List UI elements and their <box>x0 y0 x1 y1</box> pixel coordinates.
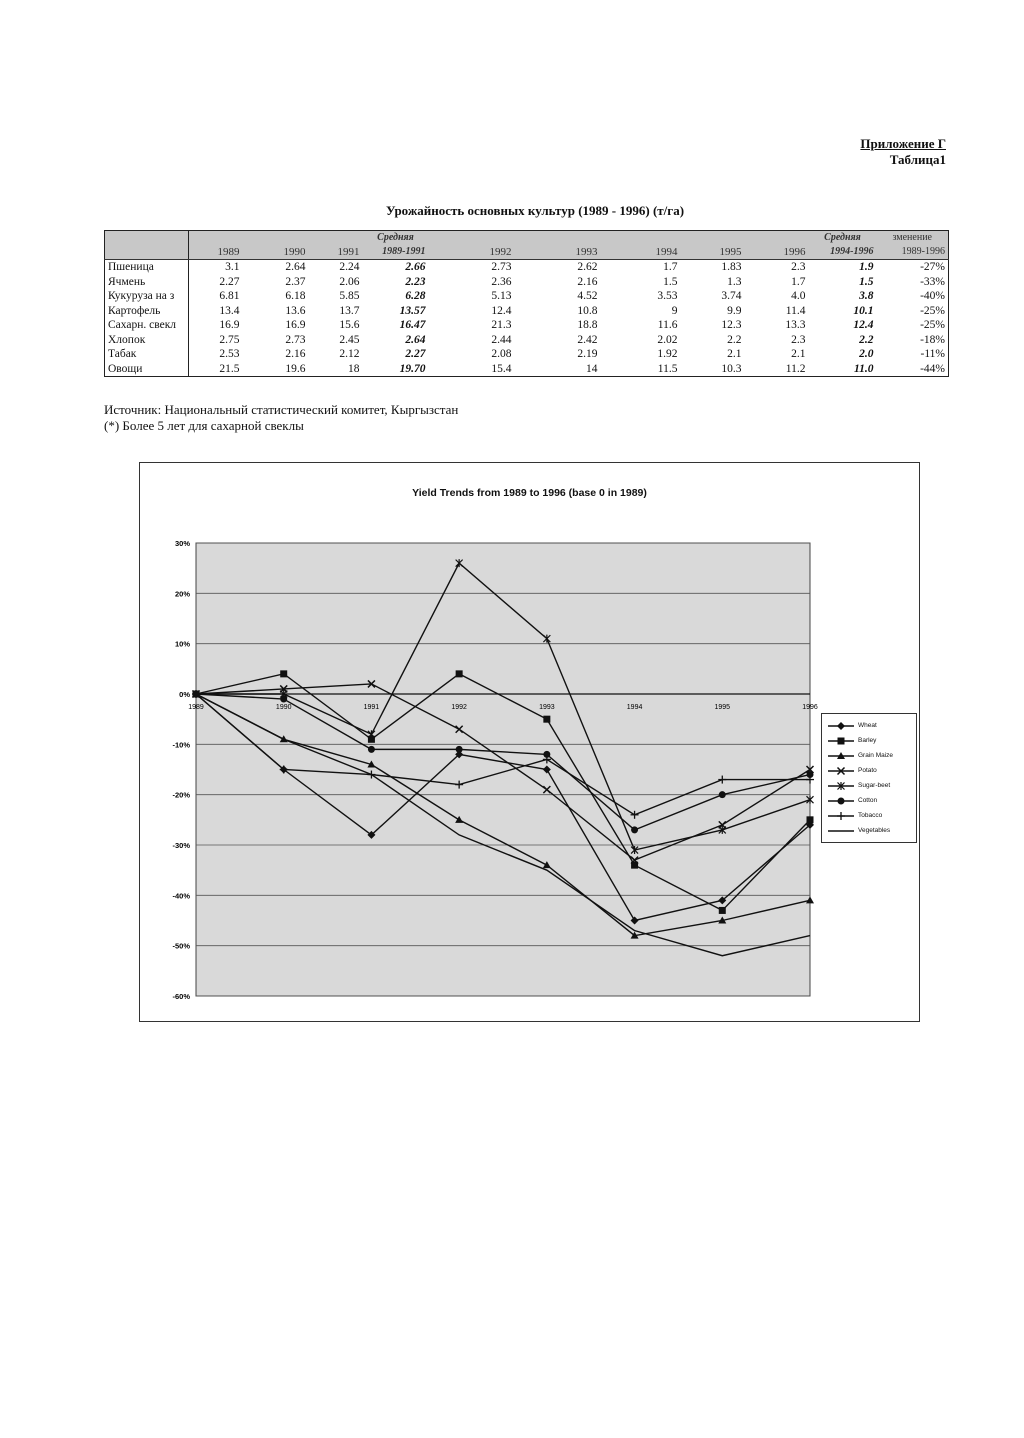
header-cell: 1989-1996 <box>877 245 949 260</box>
table-number: Таблица1 <box>889 152 946 167</box>
crop-name: Сахарн. свекл <box>105 318 189 333</box>
table-cell: 10.8 <box>577 304 598 317</box>
table-cell: 2.42 <box>577 333 598 346</box>
table-cell: 2.3 <box>791 333 806 346</box>
table-cell: 14 <box>586 362 598 375</box>
legend-swatch <box>826 825 856 837</box>
table-cell: 9 <box>671 304 678 317</box>
crop-name: Картофель <box>105 304 189 319</box>
table-cell: 10.1 <box>853 304 874 317</box>
table-cell: 2.64 <box>285 261 306 274</box>
table-row <box>105 318 949 333</box>
header-cell: 1992 <box>429 245 515 260</box>
legend-swatch <box>826 810 856 822</box>
table-cell: -25% <box>920 319 945 332</box>
y-tick-label: 10% <box>174 639 190 649</box>
table-row <box>105 289 949 304</box>
table-row <box>105 304 949 319</box>
table-cell: 12.4 <box>853 319 874 332</box>
x-tick-label: 1994 <box>626 704 643 711</box>
appendix-label <box>860 136 946 168</box>
crop-name: Кукуруза на з <box>105 289 189 304</box>
table-cell: 11.4 <box>785 304 806 317</box>
table-cell: -11% <box>920 348 945 361</box>
table-row <box>105 260 949 275</box>
table-header-row <box>105 245 949 260</box>
legend-label: Sugar-beet <box>858 782 891 789</box>
legend-marker <box>838 738 845 745</box>
table-row <box>105 362 949 377</box>
table-row <box>105 333 949 348</box>
chart-legend <box>821 713 917 843</box>
legend-swatch <box>826 780 856 792</box>
table-cell: 13.6 <box>285 304 306 317</box>
table-cell: 2.19 <box>577 348 598 361</box>
table-cell: -25% <box>920 304 945 317</box>
header-cell: 1989 <box>189 245 243 260</box>
data-point <box>280 670 287 677</box>
table-cell: 2.3 <box>791 261 806 274</box>
table-cell: 21.5 <box>219 362 240 375</box>
data-point <box>631 826 638 833</box>
table-cell: 2.73 <box>285 333 306 346</box>
table-cell: -44% <box>920 362 945 375</box>
data-point <box>280 696 287 703</box>
table-cell: 2.53 <box>219 348 240 361</box>
yield-table <box>104 230 949 377</box>
table-cell: 2.02 <box>657 333 678 346</box>
crop-name: Хлопок <box>105 333 189 348</box>
header-cell: 1989-1991 <box>363 245 429 260</box>
table-cell: 3.74 <box>721 290 742 303</box>
legend-label: Wheat <box>858 722 877 729</box>
legend-item <box>826 765 916 777</box>
legend-item <box>826 795 916 807</box>
table-cell: 12.4 <box>491 304 512 317</box>
y-tick-label: -60% <box>172 992 190 1001</box>
x-tick-label: 1993 <box>539 704 555 711</box>
table-cell: 5.13 <box>491 290 512 303</box>
table-cell: 6.81 <box>219 290 240 303</box>
table-cell: 2.1 <box>727 348 742 361</box>
table-cell: 11.6 <box>657 319 678 332</box>
table-cell: -33% <box>920 275 945 288</box>
legend-label: Cotton <box>858 797 878 804</box>
header-cell: 1994 <box>601 245 681 260</box>
table-cell: 1.5 <box>663 275 678 288</box>
x-tick-label: 1995 <box>714 704 731 711</box>
data-point <box>719 907 726 914</box>
header-cell: 1995 <box>681 245 745 260</box>
table-cell: 13.3 <box>785 319 806 332</box>
table-cell: 2.1 <box>791 348 806 361</box>
table-cell: -40% <box>920 290 945 303</box>
table-cell: 2.66 <box>405 261 426 274</box>
crop-name: Овощи <box>105 362 189 377</box>
table-cell: 2.75 <box>219 333 240 346</box>
table-cell: 11.2 <box>785 362 806 375</box>
table-cell: 1.9 <box>859 261 874 274</box>
legend-marker <box>838 798 845 805</box>
table-cell: 13.7 <box>339 304 360 317</box>
y-tick-label: -40% <box>172 891 190 901</box>
table-cell: 2.44 <box>491 333 512 346</box>
table-cell: 5.85 <box>339 290 360 303</box>
table-cell: 16.47 <box>399 319 426 332</box>
y-tick-label: 0% <box>179 690 190 699</box>
table-title: Урожайность основных культур (1989 - 1996) (т/га) <box>385 203 685 218</box>
change-header: зменение <box>877 231 949 246</box>
legend-swatch <box>826 795 856 807</box>
table-cell: 16.9 <box>219 319 240 332</box>
table-cell: 2.37 <box>285 275 306 288</box>
table-cell: 11.5 <box>657 362 678 375</box>
header-cell: 1991 <box>309 245 363 260</box>
table-cell: 3.8 <box>859 290 874 303</box>
legend-marker <box>837 722 845 730</box>
x-tick-label: 1990 <box>275 704 292 711</box>
table-cell: 9.9 <box>727 304 742 317</box>
table-cell: 10.3 <box>721 362 742 375</box>
legend-item <box>826 720 916 732</box>
appendix-title: Приложение Г <box>860 136 946 151</box>
x-tick-label: 1992 <box>451 704 467 711</box>
data-point <box>456 746 463 753</box>
table-cell: 13.57 <box>399 304 426 317</box>
legend-marker <box>837 812 845 820</box>
table-notes <box>104 402 458 434</box>
x-tick-label: 1996 <box>802 704 818 711</box>
table-cell: 2.27 <box>219 275 240 288</box>
legend-label: Potato <box>858 767 877 774</box>
table-cell: 11.0 <box>854 362 874 375</box>
table-cell: 2.2 <box>727 333 742 346</box>
table-cell: 2.45 <box>339 333 360 346</box>
table-cell: 1.3 <box>727 275 742 288</box>
table-cell: 2.06 <box>339 275 360 288</box>
source-note: Источник: Национальный статистический комитет, Кыргызстан <box>104 402 459 417</box>
y-tick-label: 20% <box>174 589 190 599</box>
table-cell: 21.3 <box>491 319 512 332</box>
table-cell: 1.5 <box>859 275 874 288</box>
header-cell: 1990 <box>243 245 309 260</box>
x-tick-label: 1989 <box>188 704 204 711</box>
table-cell: 3.53 <box>657 290 678 303</box>
chart-title: Yield Trends from 1989 to 1996 (base 0 in 1989) <box>412 487 647 499</box>
table-cell: 16.9 <box>285 319 306 332</box>
legend-label: Tobacco <box>858 812 883 819</box>
table-cell: 2.62 <box>577 261 598 274</box>
legend-swatch <box>826 765 856 777</box>
table-cell: 13.4 <box>219 304 240 317</box>
legend-label: Grain Maize <box>858 752 894 759</box>
table-cell: 4.52 <box>577 290 598 303</box>
header-cell: 1993 <box>515 245 601 260</box>
table-cell: 4.0 <box>791 290 806 303</box>
table-cell: 1.92 <box>657 348 678 361</box>
table-cell: 2.64 <box>405 333 426 346</box>
legend-item <box>826 780 916 792</box>
table-cell: 2.27 <box>405 348 426 361</box>
legend-swatch <box>826 720 856 732</box>
legend-item <box>826 825 916 837</box>
yield-trend-chart <box>139 462 920 1022</box>
table-cell: 15.6 <box>339 319 360 332</box>
x-tick-label: 1991 <box>363 704 380 711</box>
table-cell: 2.24 <box>339 261 360 274</box>
crop-name: Табак <box>105 347 189 362</box>
table-cell: 2.23 <box>405 275 426 288</box>
table-cell: 2.0 <box>859 348 874 361</box>
header-cell: 1996 <box>745 245 809 260</box>
table-row <box>105 275 949 290</box>
table-row <box>105 347 949 362</box>
table-cell: 18.8 <box>577 319 598 332</box>
table-cell: 2.16 <box>285 348 306 361</box>
table-cell: 3.1 <box>225 261 240 274</box>
table-cell: 6.18 <box>285 290 306 303</box>
table-cell: 2.73 <box>491 261 512 274</box>
avg-header-1: Средняя <box>363 231 429 246</box>
legend-item <box>826 735 916 747</box>
legend-label: Vegetables <box>858 827 891 834</box>
table-cell: 1.83 <box>721 261 742 274</box>
header-cell: 1994-1996 <box>809 245 877 260</box>
footnote: (*) Более 5 лет для сахарной свеклы <box>104 418 304 433</box>
crop-name: Ячмень <box>105 275 189 290</box>
table-cell: 1.7 <box>791 275 806 288</box>
legend-item <box>826 750 916 762</box>
data-point <box>456 670 463 677</box>
table-cell: -18% <box>920 333 945 346</box>
y-tick-label: -50% <box>172 941 190 951</box>
table-cell: 2.2 <box>859 333 874 346</box>
y-tick-label: -30% <box>172 841 190 850</box>
y-tick-label: -10% <box>172 740 190 750</box>
table-cell: 18 <box>348 362 360 375</box>
table-cell: 6.28 <box>405 290 426 303</box>
table-cell: 15.4 <box>491 362 512 375</box>
data-point <box>807 816 814 823</box>
table-cell: 19.6 <box>285 362 306 375</box>
chart-plot <box>140 463 919 1021</box>
crop-name: Пшеница <box>105 260 189 275</box>
table-cell: 2.08 <box>491 348 512 361</box>
legend-label: Barley <box>858 737 877 744</box>
y-tick-label: -20% <box>172 790 190 800</box>
data-point <box>719 791 726 798</box>
table-cell: 19.70 <box>399 362 426 375</box>
table-header-top-row <box>105 231 949 246</box>
legend-swatch <box>826 735 856 747</box>
table-cell: 12.3 <box>721 319 742 332</box>
table-cell: -27% <box>920 261 945 274</box>
y-tick-label: 30% <box>174 539 190 548</box>
avg-header-2: Средняя <box>809 231 877 246</box>
table-cell: 2.36 <box>491 275 512 288</box>
table-cell: 2.12 <box>339 348 360 361</box>
data-point <box>543 716 550 723</box>
table-cell: 2.16 <box>577 275 598 288</box>
legend-swatch <box>826 750 856 762</box>
legend-item <box>826 810 916 822</box>
table-cell: 1.7 <box>663 261 678 274</box>
data-point <box>368 746 375 753</box>
